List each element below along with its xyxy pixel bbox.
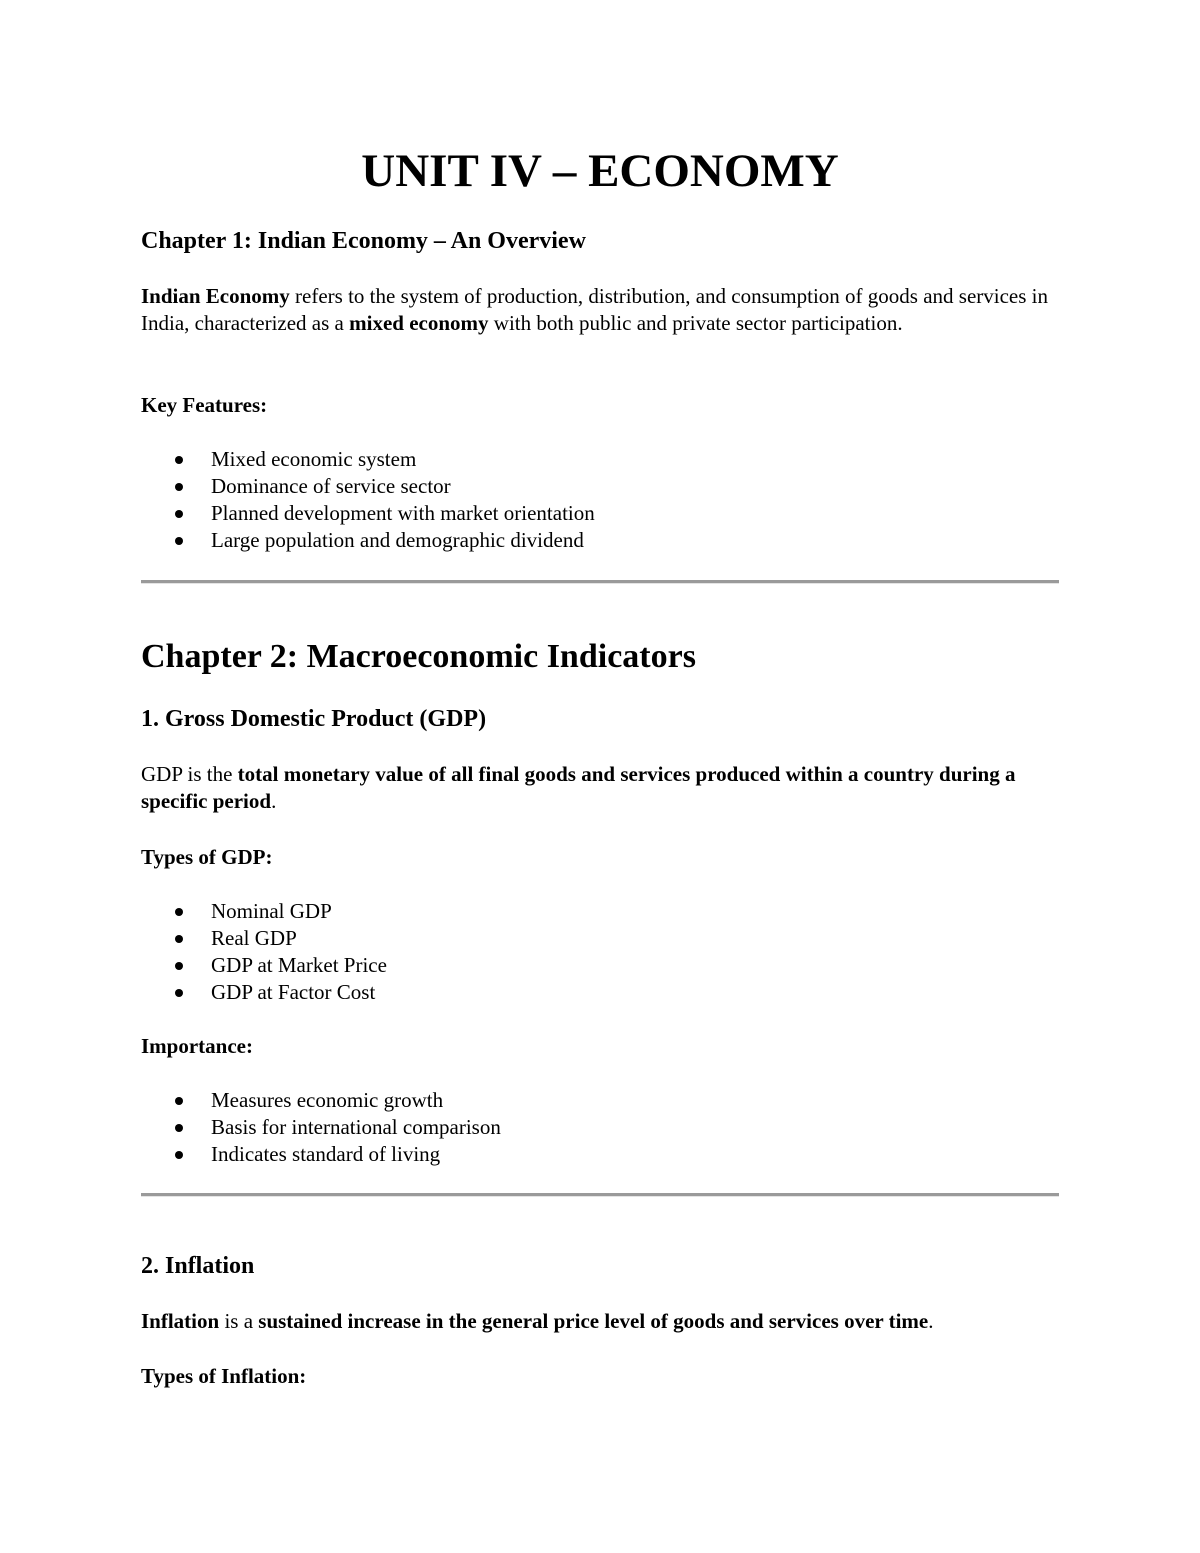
gdp-definition-paragraph: GDP is the total monetary value of all final goods and services produced within a country during a specific period. [141,762,1016,813]
section-divider [141,1193,1059,1197]
list-item: Planned development with market orientation [141,500,595,527]
unit-title: UNIT IV – ECONOMY [361,145,839,197]
bullet-icon [175,962,183,970]
intro-term: Indian Economy [141,284,290,308]
gdp-heading: 1. Gross Domestic Product (GDP) [141,706,487,732]
list-item: Large population and demographic dividend [141,527,595,554]
gdp-term: GDP [141,762,183,786]
key-features-label: Key Features: [141,393,268,417]
list-item: Basis for international comparison [141,1114,501,1141]
list-item: Nominal GDP [141,898,387,925]
gdp-importance-list [141,1087,501,1168]
chapter2-heading: Chapter 2: Macroeconomic Indicators [141,638,696,675]
key-features-list [141,446,595,554]
list-item: Dominance of service sector [141,473,595,500]
list-item: Mixed economic system [141,446,595,473]
list-item: Indicates standard of living [141,1141,501,1168]
bullet-icon [175,989,183,997]
gdp-definition: total monetary value of all final goods and services produced within a country during a specific period [141,762,1016,813]
list-item: GDP at Factor Cost [141,979,387,1006]
chapter1-heading: Chapter 1: Indian Economy – An Overview [141,228,586,254]
inflation-definition-paragraph: Inflation is a sustained increase in the general price level of goods and services over time. [141,1309,934,1333]
intro-text-2: with both public and private sector participation. [488,311,903,335]
chapter1-intro-paragraph [141,283,1059,337]
list-item: GDP at Market Price [141,952,387,979]
list-item: Real GDP [141,925,387,952]
bullet-icon [175,483,183,491]
inflation-term: Inflation [141,1309,220,1333]
bullet-icon [175,1097,183,1105]
inflation-definition: sustained increase in the general price level of goods and services over time [258,1309,929,1333]
list-item: Measures economic growth [141,1087,501,1114]
bullet-icon [175,908,183,916]
bullet-icon [175,1151,183,1159]
gdp-types-label: Types of GDP: [141,845,273,869]
inflation-heading: 2. Inflation [141,1253,255,1279]
bullet-icon [175,935,183,943]
section-divider [141,580,1059,584]
bullet-icon [175,537,183,545]
bullet-icon [175,510,183,518]
gdp-types-list [141,898,387,1006]
bullet-icon [175,456,183,464]
inflation-types-label: Types of Inflation: [141,1364,307,1388]
gdp-importance-label: Importance: [141,1034,253,1058]
intro-text-1: refers to the system of production, distribution, and consumption of goods and services in India, characterized as a [141,284,1049,335]
bullet-icon [175,1124,183,1132]
intro-emphasis: mixed economy [349,311,489,335]
